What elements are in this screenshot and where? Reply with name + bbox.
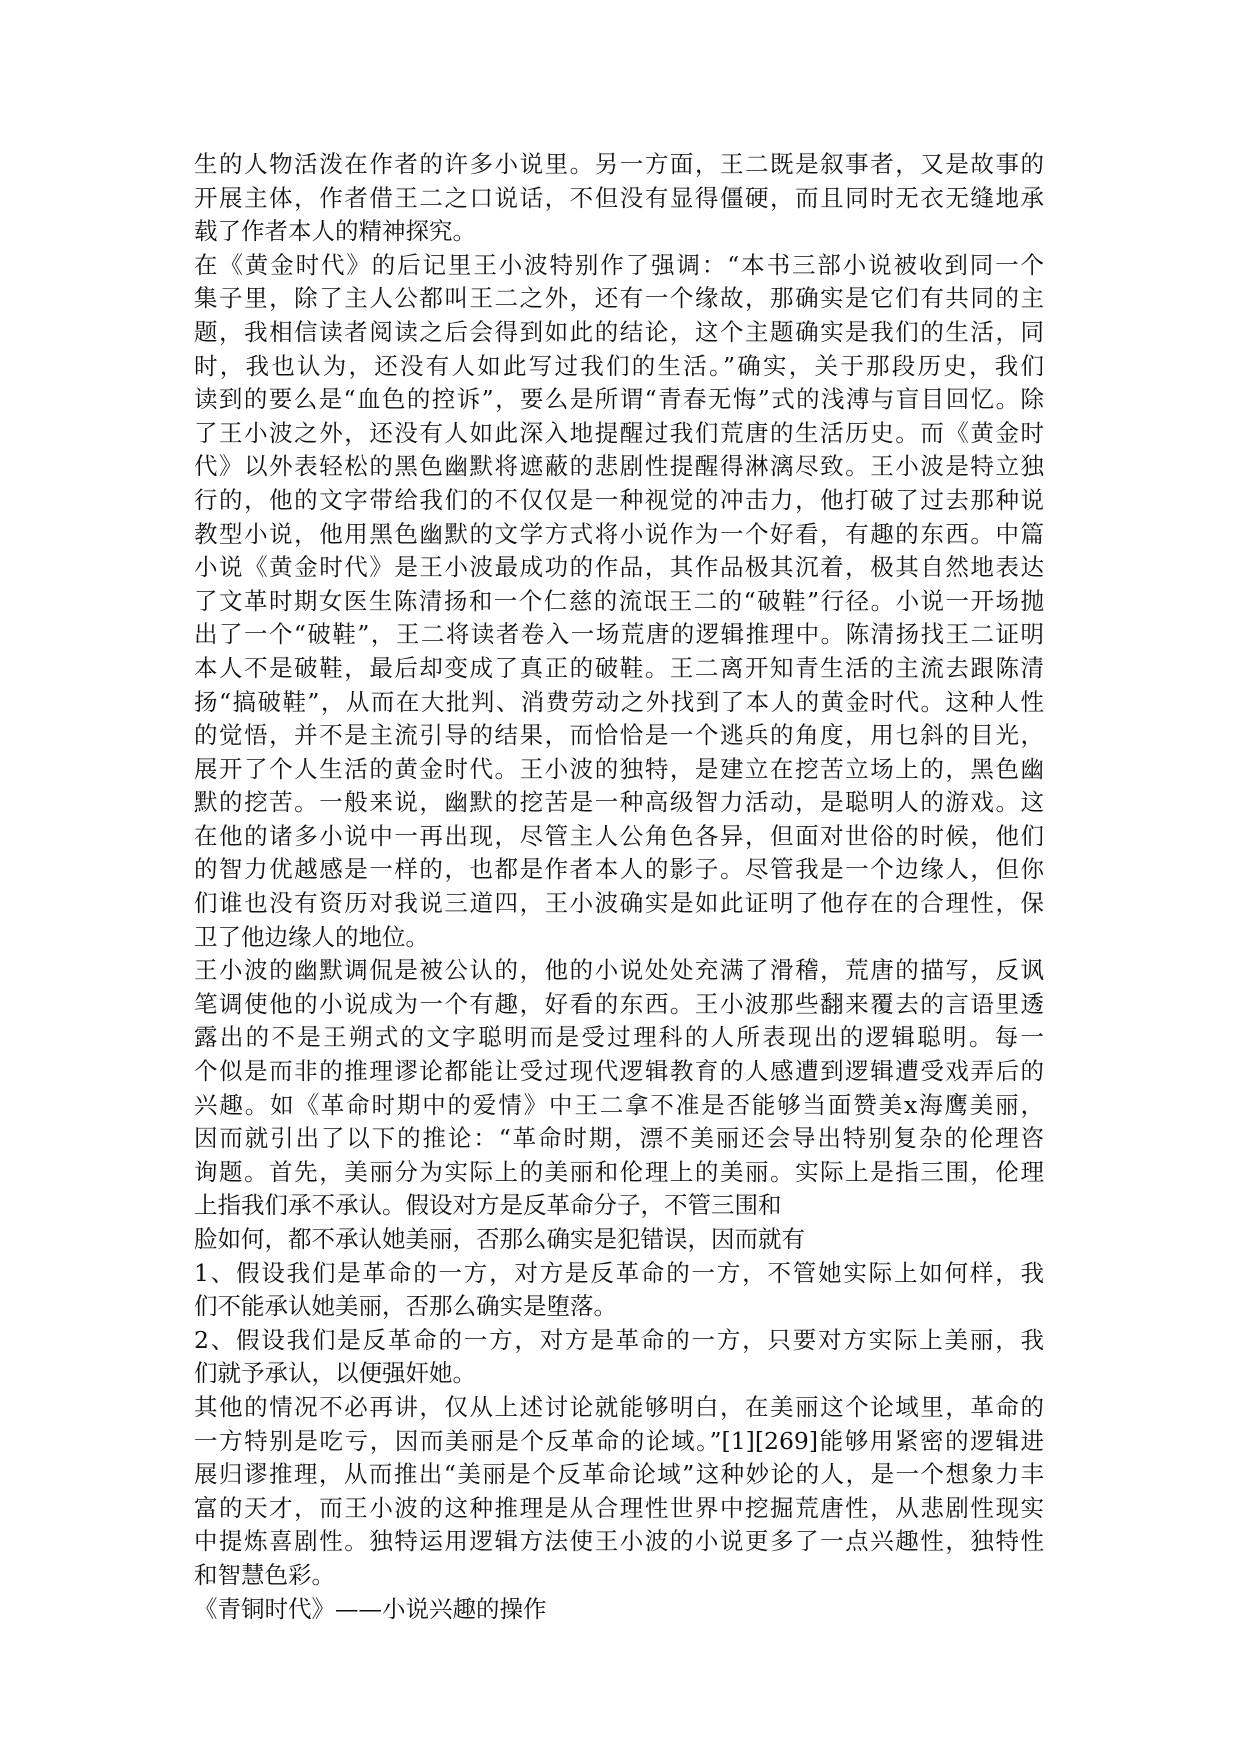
text-line: 小说《黄金时代》是王小波最成功的作品，其作品极其沉着，极其自然地表达 <box>194 553 1044 582</box>
text-line: 上指我们承不承认。假设对方是反革命分子，不管三围和 <box>194 1191 782 1220</box>
text-line: 们不能承认她美丽，否那么确实是堕落。 <box>194 1292 617 1321</box>
text-line: 1、假设我们是革命的一方，对方是反革命的一方，不管她实际上如何样，我 <box>194 1258 1044 1287</box>
text-line: 因而就引出了以下的推论：“革命时期，漂不美丽还会导出特别复杂的伦理咨 <box>194 1124 1044 1153</box>
text-line: 展归谬推理，从而推出“美丽是个反革命论域”这种妙论的人，是一个想象力丰 <box>194 1460 1044 1489</box>
text-line: 代》以外表轻松的黑色幽默将遮蔽的悲剧性提醒得淋漓尽致。王小波是特立独 <box>194 452 1044 481</box>
text-line: 《青铜时代》——小说兴趣的操作 <box>194 1594 547 1623</box>
text-line: 了文革时期女医生陈清扬和一个仁慈的流氓王二的“破鞋”行径。小说一开场抛 <box>194 586 1044 615</box>
text-line: 教型小说，他用黑色幽默的文学方式将小说作为一个好看，有趣的东西。中篇 <box>194 519 1044 548</box>
text-line: 载了作者本人的精神探究。 <box>194 217 476 246</box>
text-line: 了王小波之外，还没有人如此深入地提醒过我们荒唐的生活历史。而《黄金时 <box>194 418 1044 447</box>
text-line: 兴趣。如《革命时期中的爱情》中王二拿不准是否能够当面赞美x海鹰美丽， <box>194 1090 1044 1119</box>
text-line: 卫了他边缘人的地位。 <box>194 922 429 951</box>
text-line: 在他的诸多小说中一再出现，尽管主人公角色各异，但面对世俗的时候，他们 <box>194 821 1044 850</box>
text-line: 的智力优越感是一样的，也都是作者本人的影子。尽管我是一个边缘人，但你 <box>194 855 1044 884</box>
text-line: 集子里，除了主人公都叫王二之外，还有一个缘故，那确实是它们有共同的主 <box>194 284 1044 313</box>
text-line: 在《黄金时代》的后记里王小波特别作了强调：“本书三部小说被收到同一个 <box>194 250 1044 279</box>
text-line: 一方特别是吃亏，因而美丽是个反革命的论域。”[1][269]能够用紧密的逻辑进 <box>194 1426 1044 1455</box>
text-line: 扬“搞破鞋”，从而在大批判、消费劳动之外找到了本人的黄金时代。这种人性 <box>194 687 1044 716</box>
text-line: 默的挖苦。一般来说，幽默的挖苦是一种高级智力活动，是聪明人的游戏。这 <box>194 788 1044 817</box>
text-line: 们谁也没有资历对我说三道四，王小波确实是如此证明了他存在的合理性，保 <box>194 889 1044 918</box>
text-line: 读到的要么是“血色的控诉”，要么是所谓“青春无悔”式的浅溥与盲目回忆。除 <box>194 385 1044 414</box>
text-line: 出了一个“破鞋”，王二将读者卷入一场荒唐的逻辑推理中。陈清扬找王二证明 <box>194 620 1044 649</box>
text-line: 中提炼喜剧性。独特运用逻辑方法使王小波的小说更多了一点兴趣性，独特性 <box>194 1527 1044 1556</box>
text-line: 开展主体，作者借王二之口说话，不但没有显得僵硬，而且同时无衣无缝地承 <box>194 183 1044 212</box>
text-line: 脸如何，都不承认她美丽，否那么确实是犯错误，因而就有 <box>194 1225 805 1253</box>
text-line: 本人不是破鞋，最后却变成了真正的破鞋。王二离开知青生活的主流去跟陈清 <box>194 653 1044 682</box>
text-line: 其他的情况不必再讲，仅从上述讨论就能够明白，在美丽这个论域里，革命的 <box>194 1392 1044 1421</box>
text-line: 个似是而非的推理谬论都能让受过现代逻辑教育的人感遭到逻辑遭受戏弄后的 <box>194 1057 1044 1086</box>
text-line: 生的人物活泼在作者的许多小说里。另一方面，王二既是叙事者，又是故事的 <box>194 150 1044 178</box>
text-line: 们就予承认，以便强奸她。 <box>194 1359 476 1388</box>
body-text <box>194 148 1044 1626</box>
text-line: 王小波的幽默调侃是被公认的，他的小说处处充满了滑稽，荒唐的描写，反讽 <box>194 956 1044 985</box>
text-line: 询题。首先，美丽分为实际上的美丽和伦理上的美丽。实际上是指三围，伦理 <box>194 1157 1044 1186</box>
text-line: 和智慧色彩。 <box>194 1560 335 1589</box>
text-line: 露出的不是王朔式的文字聪明而是受过理科的人所表现出的逻辑聪明。每一 <box>194 1023 1044 1052</box>
text-line: 的觉悟，并不是主流引导的结果，而恰恰是一个逃兵的角度，用乜斜的目光， <box>194 721 1044 750</box>
text-line: 展开了个人生活的黄金时代。王小波的独特，是建立在挖苦立场上的，黑色幽 <box>194 754 1044 783</box>
text-line: 时，我也认为，还没有人如此写过我们的生活。”确实，关于那段历史，我们 <box>194 351 1044 380</box>
text-line: 笔调使他的小说成为一个有趣，好看的东西。王小波那些翻来覆去的言语里透 <box>194 989 1044 1018</box>
text-line: 富的天才，而王小波的这种推理是从合理性世界中挖掘荒唐性，从悲剧性现实 <box>194 1493 1044 1522</box>
text-line: 2、假设我们是反革命的一方，对方是革命的一方，只要对方实际上美丽，我 <box>194 1325 1044 1354</box>
text-line: 题，我相信读者阅读之后会得到如此的结论，这个主题确实是我们的生活，同 <box>194 317 1044 346</box>
text-line: 行的，他的文字带给我们的不仅仅是一种视觉的冲击力，他打破了过去那种说 <box>194 485 1044 514</box>
